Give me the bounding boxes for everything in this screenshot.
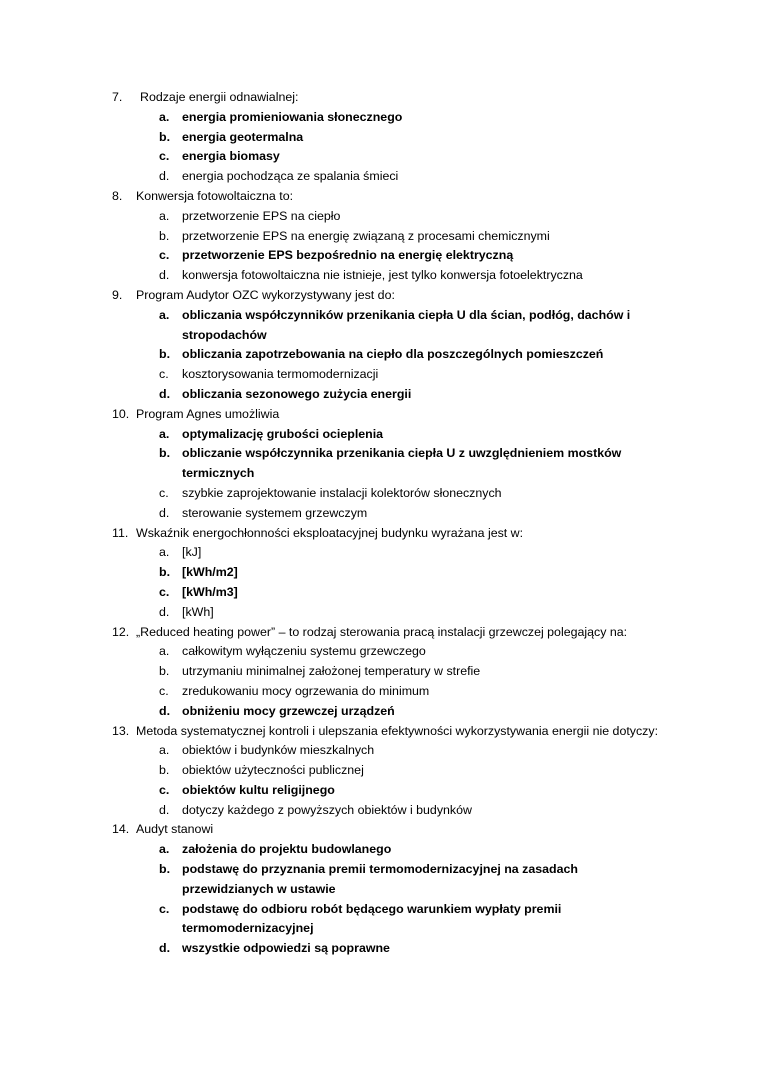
answer-text: utrzymaniu minimalnej założonej temperatury w strefie bbox=[182, 664, 481, 679]
question-13 bbox=[0, 722, 760, 821]
answer-list bbox=[0, 207, 760, 286]
answer-9a bbox=[0, 306, 760, 346]
answer-7c bbox=[0, 147, 760, 167]
answer-list bbox=[0, 108, 760, 187]
answer-9d bbox=[0, 385, 760, 405]
question-13-line bbox=[0, 722, 760, 742]
answer-text: założenia do projektu budowlanego bbox=[182, 842, 392, 857]
answer-text: kosztorysowania termomodernizacji bbox=[182, 367, 379, 382]
answer-letter: b. bbox=[159, 446, 171, 461]
answer-text: [kWh] bbox=[182, 604, 214, 619]
answer-9b bbox=[0, 345, 760, 365]
question-10 bbox=[0, 405, 760, 524]
question-text: Program Agnes umożliwia bbox=[136, 406, 280, 421]
answer-letter: c. bbox=[159, 485, 169, 500]
answer-letter: a. bbox=[159, 743, 170, 758]
answer-text: obiektów i budynków mieszkalnych bbox=[182, 743, 375, 758]
question-11 bbox=[0, 524, 760, 623]
answer-letter: d. bbox=[159, 802, 170, 817]
answer-text: zredukowaniu mocy ogrzewania do minimum bbox=[182, 683, 430, 698]
question-number: 10. bbox=[112, 406, 130, 421]
answer-letter: b. bbox=[159, 763, 170, 778]
question-8 bbox=[0, 187, 760, 286]
answer-text: obiektów kultu religijnego bbox=[182, 782, 335, 797]
question-text: Wskaźnik energochłonności eksploatacyjnej budynku wyrażana jest w: bbox=[136, 525, 524, 540]
answer-8d bbox=[0, 266, 760, 286]
answer-letter: b. bbox=[159, 565, 171, 580]
answer-text: obliczania zapotrzebowania na ciepło dla poszczególnych pomieszczeń bbox=[182, 347, 604, 362]
answer-letter: d. bbox=[159, 604, 170, 619]
answer-11b bbox=[0, 563, 760, 583]
answer-letter: a. bbox=[159, 426, 170, 441]
answer-text: obniżeniu mocy grzewczej urządzeń bbox=[182, 703, 395, 718]
answer-text: energia biomasy bbox=[182, 149, 280, 164]
answer-14a bbox=[0, 840, 760, 860]
answer-letter: b. bbox=[159, 228, 170, 243]
question-number: 8. bbox=[112, 188, 123, 203]
question-text: Metoda systematycznej kontroli i ulepszania efektywności wykorzystywania energii nie dotyczy: bbox=[136, 723, 659, 738]
answer-11a bbox=[0, 543, 760, 563]
answer-13d bbox=[0, 801, 760, 821]
question-11-line bbox=[0, 524, 760, 544]
question-text: Rodzaje energii odnawialnej: bbox=[140, 90, 299, 104]
answer-8c bbox=[0, 246, 760, 266]
answer-letter: d. bbox=[159, 386, 171, 401]
answer-14d bbox=[0, 939, 760, 959]
answer-letter: a. bbox=[159, 842, 170, 857]
answer-letter: c. bbox=[159, 782, 170, 797]
answer-text: sterowanie systemem grzewczym bbox=[182, 505, 368, 520]
answer-letter: a. bbox=[159, 644, 170, 659]
answer-text: całkowitym wyłączeniu systemu grzewczego bbox=[182, 644, 426, 659]
question-text: Konwersja fotowoltaiczna to: bbox=[136, 188, 294, 203]
answer-letter: c. bbox=[159, 584, 170, 599]
answer-14b bbox=[0, 860, 760, 900]
question-number: 11. bbox=[112, 525, 129, 540]
answer-letter: d. bbox=[159, 268, 170, 283]
question-12-line bbox=[0, 623, 760, 643]
question-number: 13. bbox=[112, 723, 130, 738]
answer-text: podstawę do odbioru robót będącego warunkiem wypłaty premii termomodernizacyjnej bbox=[182, 901, 562, 936]
answer-letter: c. bbox=[159, 367, 169, 382]
answer-12a bbox=[0, 642, 760, 662]
answer-text: energia promieniowania słonecznego bbox=[182, 109, 403, 124]
question-12 bbox=[0, 623, 760, 722]
answer-text: przetworzenie EPS na energię związaną z procesami chemicznymi bbox=[182, 228, 550, 243]
answer-letter: d. bbox=[159, 941, 171, 956]
answer-7b bbox=[0, 128, 760, 148]
answer-letter: a. bbox=[159, 545, 170, 560]
question-7 bbox=[0, 88, 760, 187]
answer-text: [kJ] bbox=[182, 545, 202, 560]
answer-12c bbox=[0, 682, 760, 702]
question-10-line bbox=[0, 405, 760, 425]
answer-text: obliczania sezonowego zużycia energii bbox=[182, 386, 412, 401]
question-8-line bbox=[0, 187, 760, 207]
question-9 bbox=[0, 286, 760, 405]
answer-list bbox=[0, 741, 760, 820]
question-9-line bbox=[0, 286, 760, 306]
answer-text: energia geotermalna bbox=[182, 129, 304, 144]
answer-7d bbox=[0, 167, 760, 187]
answer-12d bbox=[0, 702, 760, 722]
answer-letter: d. bbox=[159, 703, 171, 718]
answer-text: [kWh/m3] bbox=[182, 584, 238, 599]
answer-11d bbox=[0, 603, 760, 623]
answer-12b bbox=[0, 662, 760, 682]
answer-13c bbox=[0, 781, 760, 801]
answer-text: obliczania współczynników przenikania ciepła U dla ścian, podłóg, dachów i stropodachów bbox=[182, 307, 631, 342]
answer-letter: b. bbox=[159, 664, 170, 679]
answer-text: obliczanie współczynnika przenikania ciepła U z uwzględnieniem mostków termicznych bbox=[182, 446, 622, 481]
answer-10d bbox=[0, 504, 760, 524]
answer-letter: c. bbox=[159, 248, 170, 263]
answer-10a bbox=[0, 425, 760, 445]
answer-11c bbox=[0, 583, 760, 603]
answer-7a bbox=[0, 108, 760, 128]
answer-13a bbox=[0, 741, 760, 761]
answer-list bbox=[0, 306, 760, 405]
answer-text: przetworzenie EPS bezpośrednio na energię elektryczną bbox=[182, 248, 514, 263]
answer-text: przetworzenie EPS na ciepło bbox=[182, 208, 341, 223]
answer-8a bbox=[0, 207, 760, 227]
answer-8b bbox=[0, 227, 760, 247]
answer-letter: a. bbox=[159, 208, 170, 223]
answer-list bbox=[0, 425, 760, 524]
answer-text: szybkie zaprojektowanie instalacji kolektorów słonecznych bbox=[182, 485, 502, 500]
answer-10b bbox=[0, 444, 760, 484]
answer-text: obiektów użyteczności publicznej bbox=[182, 763, 364, 778]
answer-list bbox=[0, 840, 760, 959]
answer-text: wszystkie odpowiedzi są poprawne bbox=[182, 941, 390, 956]
answer-13b bbox=[0, 761, 760, 781]
answer-14c bbox=[0, 900, 760, 940]
question-number: 12. bbox=[112, 624, 130, 639]
question-text: Program Audytor OZC wykorzystywany jest do: bbox=[136, 287, 395, 302]
answer-text: [kWh/m2] bbox=[182, 565, 238, 580]
question-7-line bbox=[0, 88, 760, 108]
answer-letter: b. bbox=[159, 347, 171, 362]
answer-9c bbox=[0, 365, 760, 385]
answer-text: konwersja fotowoltaiczna nie istnieje, jest tylko konwersja fotoelektryczna bbox=[182, 268, 583, 283]
answer-letter: d. bbox=[159, 169, 170, 184]
answer-letter: b. bbox=[159, 129, 171, 144]
question-number: 14. bbox=[112, 822, 130, 837]
question-14 bbox=[0, 820, 760, 959]
answer-letter: c. bbox=[159, 901, 170, 916]
question-text: Audyt stanowi bbox=[136, 822, 214, 837]
question-number: 7. bbox=[112, 90, 123, 104]
question-14-line bbox=[0, 820, 760, 840]
answer-letter: a. bbox=[159, 307, 170, 322]
answer-letter: b. bbox=[159, 862, 171, 877]
answer-text: optymalizację grubości ocieplenia bbox=[182, 426, 384, 441]
answer-letter: c. bbox=[159, 149, 170, 164]
answer-text: energia pochodząca ze spalania śmieci bbox=[182, 169, 399, 184]
question-text: „Reduced heating power” – to rodzaj sterowania pracą instalacji grzewczej polegający na: bbox=[136, 624, 628, 639]
question-number: 9. bbox=[112, 287, 123, 302]
answer-list bbox=[0, 543, 760, 622]
answer-letter: c. bbox=[159, 683, 169, 698]
answer-text: podstawę do przyznania premii termomodernizacyjnej na zasadach przewidzianych w ustawie bbox=[182, 862, 578, 896]
answer-letter: d. bbox=[159, 505, 170, 520]
answer-list bbox=[0, 642, 760, 721]
question-list bbox=[0, 88, 760, 959]
answer-text: dotyczy każdego z powyższych obiektów i budynków bbox=[182, 802, 472, 817]
answer-10c bbox=[0, 484, 760, 504]
answer-letter: a. bbox=[159, 109, 170, 124]
